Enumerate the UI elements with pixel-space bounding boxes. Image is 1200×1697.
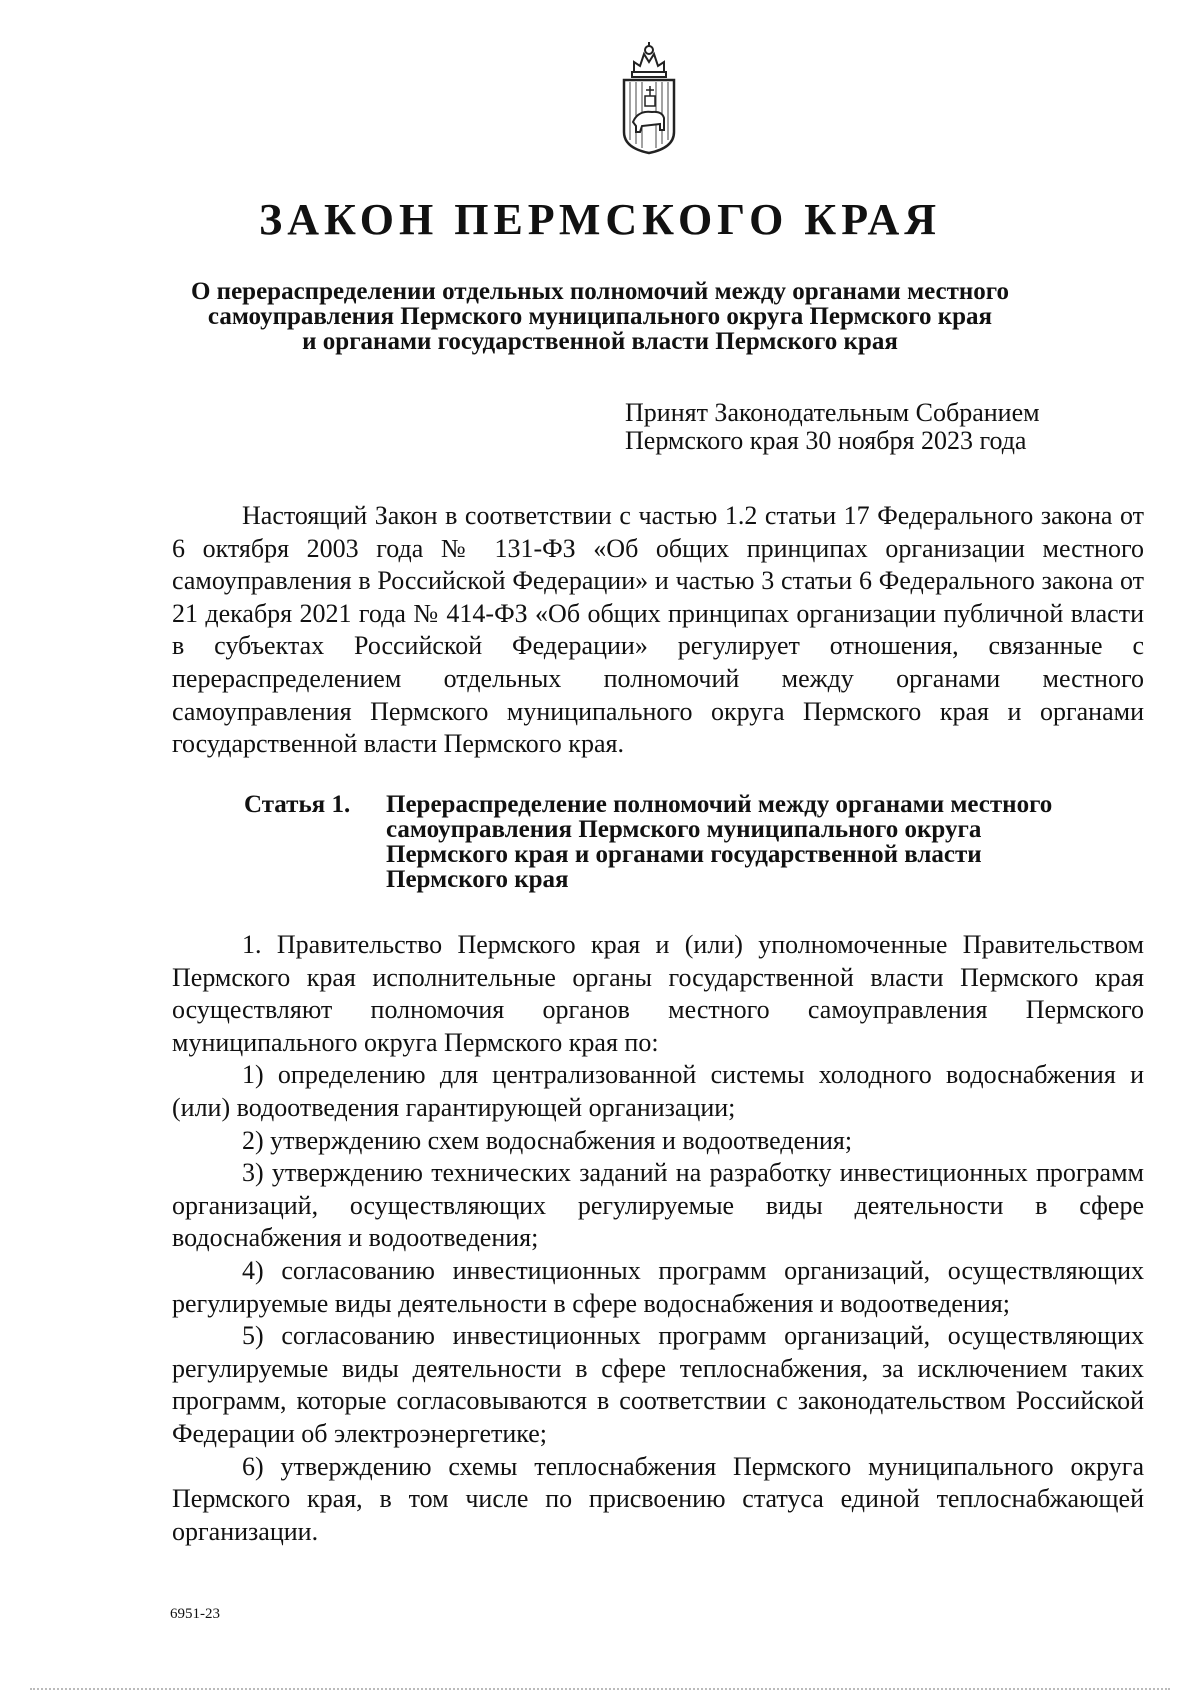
- article-heading: [244, 792, 1144, 892]
- adoption-note: [625, 399, 1105, 455]
- document-code: 6951-23: [170, 1606, 220, 1622]
- coat-of-arms-icon: [620, 40, 678, 155]
- article-body: [172, 929, 1144, 1548]
- subtitle-line: и органами государственной власти Пермского края: [302, 328, 898, 355]
- list-item: 5) согласованию инвестиционных программ организаций, осуществляющих регулируемые виды деятельности в сфере теплоснабжения, за исключением таких программ, которые согласовываются в соответствии с законодательством Российской Федерации об электроэнергетике;: [172, 1321, 1144, 1448]
- adoption-line: Принят Законодательным Собранием: [625, 398, 1040, 427]
- list-item: 6) утверждению схемы теплоснабжения Пермского муниципального округа Пермского края, в том числе по присвоению статуса единой теплоснабжающей организации.: [172, 1451, 1144, 1546]
- article-title-line: Перераспределение полномочий между органами местного: [386, 791, 1053, 818]
- scan-edge-divider: [30, 1688, 1170, 1690]
- article-number: Статья 1.: [244, 791, 351, 818]
- preamble: [172, 500, 1144, 761]
- article-title-line: Пермского края и органами государственной власти: [386, 841, 982, 868]
- article-title: [386, 792, 1144, 892]
- paragraph-1: 1. Правительство Пермского края и (или) уполномоченные Правительством Пермского края исполнительные органы государственной власти Пермского края осуществляют полномочия органов местного самоуправления Пермского муниципального округа Пермского края по:: [172, 930, 1144, 1057]
- subtitle-line: самоуправления Пермского муниципального округа Пермского края: [207, 303, 993, 330]
- document-title: ЗАКОН ПЕРМСКОГО КРАЯ: [258, 195, 942, 244]
- list-item: 2) утверждению схем водоснабжения и водоотведения;: [242, 1125, 853, 1155]
- list-item: 4) согласованию инвестиционных программ организаций, осуществляющих регулируемые виды деятельности в сфере водоснабжения и водоотведения;: [172, 1255, 1144, 1318]
- list-item: 3) утверждению технических заданий на разработку инвестиционных программ организаций, осуществляющих регулируемые виды деятельности в сфере водоснабжения и водоотведения;: [172, 1158, 1144, 1253]
- subtitle-line: О перераспределении отдельных полномочий между органами местного: [190, 278, 1010, 305]
- article-title-line: самоуправления Пермского муниципального округа: [386, 816, 982, 843]
- preamble-paragraph: Настоящий Закон в соответствии с частью 1.2 статьи 17 Федерального закона от 6 октября 2003 года № 131-ФЗ «Об общих принципах организации местного самоуправления в Российской Федерации» и частью 3 статьи 6 Федерального закона от 21 декабря 2021 года № 414-ФЗ «Об общих принципах организации публичной власти в субъектах Российской Федерации» регулирует отношения, связанные с перераспределением отдельных полномочий между органами местного самоуправления Пермского муниципального округа Пермского края и органами государственной власти Пермского края.: [172, 501, 1144, 759]
- document-subtitle: [150, 279, 1050, 354]
- adoption-line: Пермского края 30 ноября 2023 года: [625, 426, 1027, 455]
- list-item: 1) определению для централизованной системы холодного водоснабжения и (или) водоотведения гарантирующей организации;: [172, 1060, 1144, 1122]
- article-title-line: Пермского края: [386, 866, 569, 893]
